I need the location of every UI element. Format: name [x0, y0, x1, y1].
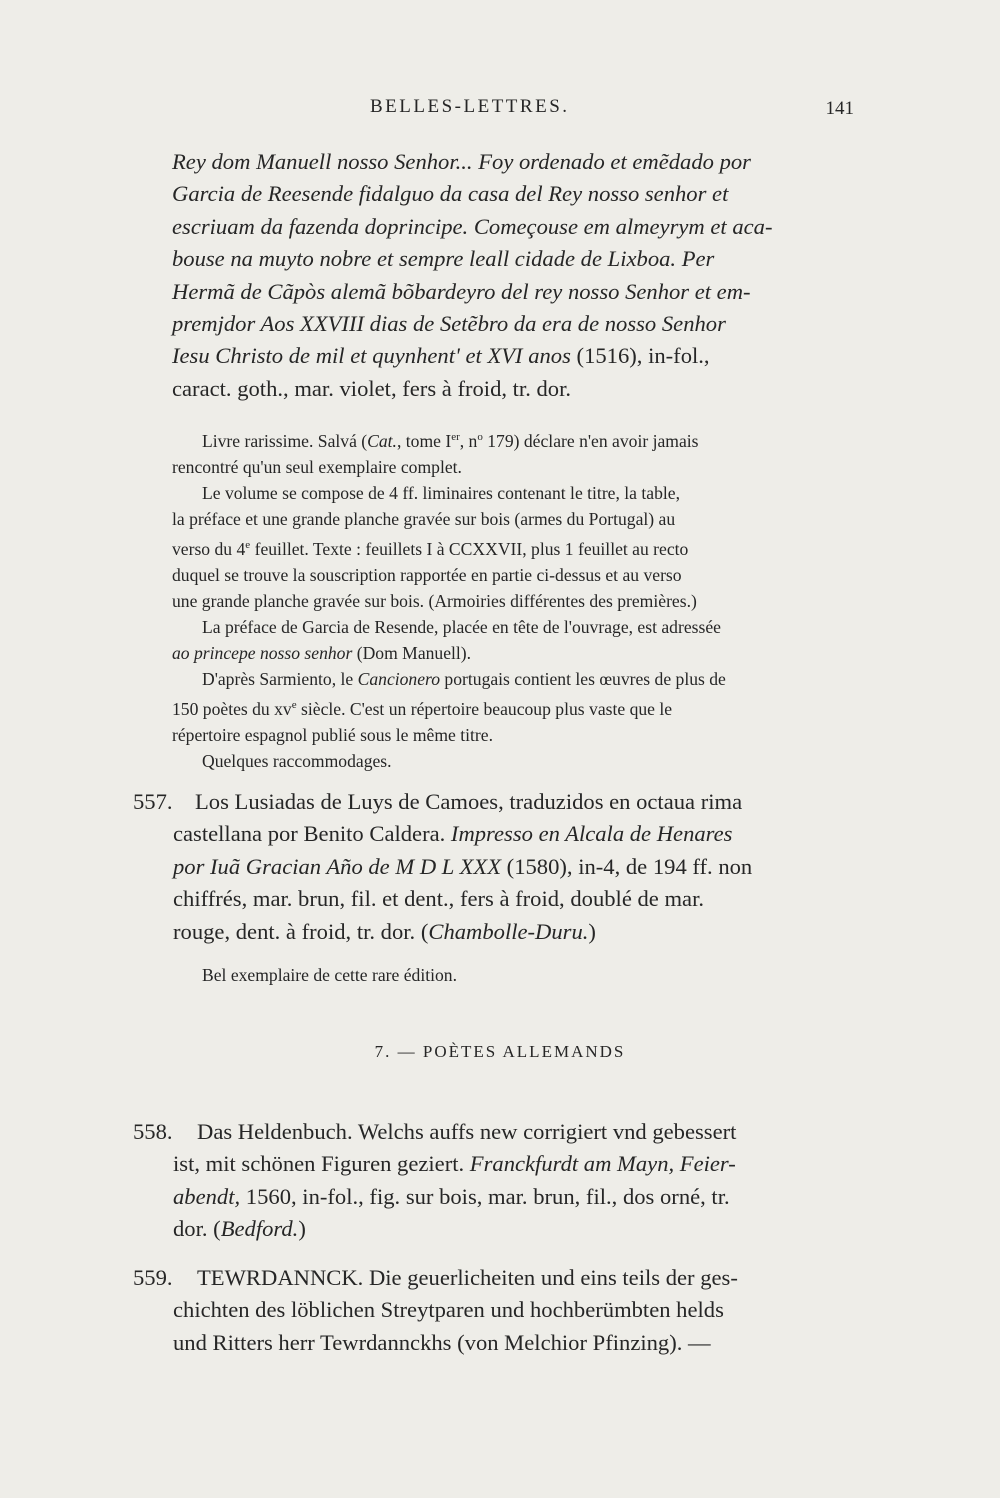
- section-title: 7. — POÈTES ALLEMANDS: [374, 1042, 626, 1061]
- entry-number: 558.: [133, 1119, 173, 1144]
- italic-span: Iesu Christo de mil et quynhent' et XVI anos: [172, 343, 571, 369]
- text-span: ): [298, 1216, 306, 1242]
- text-span: (Dom Manuell).: [352, 642, 472, 663]
- italic-span: abendt,: [173, 1183, 241, 1209]
- italic-span: Franckfurdt am Mayn, Feier-: [469, 1151, 736, 1177]
- text-line: caract. goth., mar. violet, fers à froid, tr. dor.: [172, 375, 572, 401]
- superscript: e: [245, 538, 251, 551]
- text-line: [173, 851, 860, 883]
- italic-span: Cancionero: [357, 668, 441, 689]
- running-title: BELLES-LETTRES.: [370, 96, 570, 117]
- page-header: [170, 96, 860, 126]
- note-line: rencontré qu'un seul exemplaire complet.: [172, 456, 462, 477]
- note-line: Le volume se compose de 4 ff. liminaires contenant le titre, la table,: [202, 482, 680, 503]
- entry-number: 557.: [133, 789, 173, 814]
- text-span: 1560, in-fol., fig. sur bois, mar. brun, fil., dos orné, tr.: [240, 1183, 730, 1209]
- superscript: o: [477, 431, 483, 443]
- note-line: une grande planche gravée sur bois. (Armoiries différentes des premières.): [172, 590, 697, 611]
- note-line: duquel se trouve la souscription rapportée en partie ci-dessus et au verso: [172, 564, 682, 585]
- text-line: Rey dom Manuell nosso Senhor... Foy ordenado et emẽdado por: [172, 149, 751, 174]
- italic-span: Bedford.: [220, 1216, 299, 1242]
- text-line: chichten des löblichen Streytparen und hochberümbten helds: [173, 1297, 724, 1323]
- text-span: , n: [459, 430, 478, 451]
- note-line: Quelques raccommodages.: [202, 750, 392, 771]
- note-line: [172, 666, 860, 692]
- page-number: 141: [825, 98, 854, 119]
- superscript: e: [291, 698, 297, 711]
- text-span: ): [588, 918, 596, 944]
- note-line: [172, 532, 860, 562]
- text-line: bouse na muyto nobre et sempre leall cidade de Lixboa. Per: [172, 246, 715, 272]
- text-span: Livre rarissime. Salvá (: [202, 430, 368, 451]
- text-line: Hermã de Cãpòs alemã bõbardeyro del rey nosso Senhor et em-: [172, 278, 751, 304]
- note-line: répertoire espagnol publié sous le même titre.: [172, 724, 493, 745]
- text-span: verso du 4: [172, 538, 246, 559]
- text-span: rouge, dent. à froid, tr. dor. (: [173, 918, 429, 944]
- note-line: [172, 692, 860, 722]
- note-line: [172, 640, 860, 666]
- italic-span: Chambolle-Duru.: [428, 918, 589, 944]
- text-line: escriuam da fazenda doprincipe. Começouse em almeyrym et aca-: [172, 213, 773, 239]
- text-line: TEWRDANNCK. Die geuerlicheiten und eins teils der ges-: [197, 1265, 738, 1290]
- text-span: 150 poètes du xv: [172, 698, 292, 719]
- text-span: , tome I: [396, 430, 452, 451]
- text-line: [173, 1148, 860, 1180]
- italic-span: ao princepe nosso senhor: [172, 642, 353, 663]
- text-span: portugais contient les œuvres de plus de: [440, 668, 726, 689]
- text-span: siècle. C'est un répertoire beaucoup plus vaste que le: [296, 698, 673, 719]
- text-span: (1516), in-fol.,: [570, 343, 710, 369]
- note-line: La préface de Garcia de Resende, placée en tête de l'ouvrage, est adressée: [202, 616, 721, 637]
- text-line: Das Heldenbuch. Welchs auffs new corrigiert vnd gebessert: [197, 1119, 737, 1144]
- text-line: [173, 818, 860, 850]
- text-line: und Ritters herr Tewrdannckhs (von Melchior Pfinzing). —: [173, 1329, 711, 1355]
- entry-557: [133, 786, 860, 948]
- note-line: la préface et une grande planche gravée sur bois (armes du Portugal) au: [172, 508, 676, 529]
- note-line: [172, 424, 860, 454]
- text-span: feuillet. Texte : feuillets I à CCXXVII, plus 1 feuillet au recto: [250, 538, 689, 559]
- text-line: Los Lusiadas de Luys de Camoes, traduzidos en octaua rima: [195, 789, 743, 814]
- entry-558: [133, 1116, 860, 1246]
- italic-span: por Iuã Gracian Año de M D L XXX: [173, 853, 502, 879]
- superscript: er: [451, 431, 460, 443]
- text-span: D'après Sarmiento, le: [202, 668, 358, 689]
- text-line: Garcia de Reesende fidalguo da casa del Rey nosso senhor et: [172, 181, 729, 207]
- entry-556-notes: [172, 424, 860, 774]
- entry-556-continuation: [172, 146, 860, 405]
- text-span: dor. (: [173, 1216, 221, 1242]
- text-line: [172, 340, 860, 372]
- italic-span: Cat.: [367, 430, 397, 451]
- text-span: 179) déclare n'en avoir jamais: [482, 430, 699, 451]
- text-span: ist, mit schönen Figuren geziert.: [173, 1151, 470, 1177]
- entry-557-note: Bel exemplaire de cette rare édition.: [202, 965, 457, 985]
- entry-559: [133, 1262, 860, 1359]
- text-line: chiffrés, mar. brun, fil. et dent., fers à froid, doublé de mar.: [173, 886, 704, 912]
- entry-number: 559.: [133, 1265, 173, 1290]
- text-line: [173, 1213, 860, 1245]
- text-span: (1580), in-4, de 194 ff. non: [501, 853, 753, 879]
- text-span: castellana por Benito Caldera.: [173, 821, 451, 847]
- text-line: premjdor Aos XXVIII dias de Setẽbro da era de nosso Senhor: [172, 311, 726, 337]
- text-line: [173, 916, 860, 948]
- italic-span: Impresso en Alcala de Henares: [450, 821, 733, 847]
- text-line: [173, 1181, 860, 1213]
